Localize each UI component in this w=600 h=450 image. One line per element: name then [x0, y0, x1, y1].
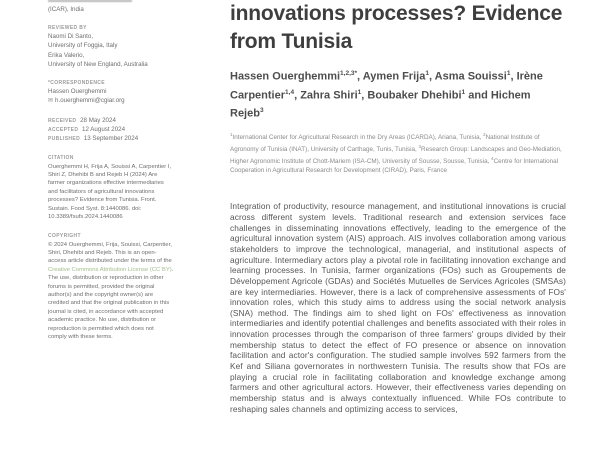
- copyright-label: COPYRIGHT: [48, 232, 81, 239]
- article-title: innovations processes? Evidence from Tunisia: [230, 2, 563, 53]
- received-date: 28 May 2024: [80, 116, 116, 124]
- affiliations: $^1$International Center for Agricultural Research in the Dry Areas (ICARDA), Ariana, Tunisia, $^2$National Institute of Agronomy of Tunisia (INAT), University of Carthage, Tunis, Tunisia, $^3$Research Group: Landscapes and Geo-Mediation, Higher Agronomic Institute of Chott-Mariem (ISA-CM), University of Sousse, Sousse, Tunisia, $^4$Centre for International Cooperation in Agricultural Research for Development (CIRAD), Paris, France: [230, 131, 562, 175]
- correspondence-email-link[interactable]: h.ouerghemmi@cgiar.org: [55, 97, 125, 105]
- correspondence-name: Hassen Ouerghemmi: [48, 88, 107, 96]
- copyright-text-post: . The use, distribution or reproduction in other forums is permitted, provided the original author(s) and the copyright owner(s) are credited and that the original publication in this journal is cited, in accordance with accepted academic practice. No use, distribution or reproduction is permitted which does not comply with these terms.: [48, 266, 174, 340]
- dates-block: [48, 116, 174, 144]
- citation-label: CITATION: [48, 154, 74, 161]
- received-label: RECEIVED: [48, 117, 77, 124]
- correspondence-block: [48, 79, 174, 106]
- reviewed-by-label: REVIEWED BY: [48, 25, 87, 31]
- article-column: [230, 0, 566, 414]
- published-date: 13 September 2024: [83, 135, 139, 143]
- author-list: Hassen Ouerghemmi$^{1,2,3*}$, Aymen Frija$^1$, Asma Souissi$^1$, Irène Carpentier$^{1,4}$, Zahra Shiri$^1$, Boubaker Dhehibi$^1$ and Hichem Rejeb$^3$: [230, 70, 543, 120]
- copyright-text: [48, 241, 174, 342]
- correspondence-label: *CORRESPONDENCE: [48, 80, 105, 87]
- copyright-text-pre: © 2024 Ouerghemmi, Frija, Souissi, Carpentier, Shiri, Dhehibi and Rejeb. This is an open-access article distributed under the terms of the: [48, 241, 172, 265]
- reviewer-line: University of Foggia, Italy: [48, 42, 118, 50]
- abstract-text: Integration of productivity, resource management, and institutional innovations is crucial across different system levels. Traditional research and extension services face challenges in disseminating innovations effectively, leading to the emergence of the agricultural innovation system (AIS) approach. AIS involves collaboration among various stakeholders to improve the technological, managerial, and institutional aspects of agriculture. Intermediary actors play a pivotal role in facilitating innovation exchange and learning processes. In Tunisia, farmer organizations (FOs) such as Groupements de Développement Agricole (GDAs) and Sociétés Mutuelles de Services Agricoles (SMSAs) are key intermediaries. However, there is a lack of comprehensive assessments of FOs' innovation roles, which this study aims to address using the social network analysis (SNA) method. The findings aim to shed light on FOs' effectiveness as innovation intermediaries and identify potential challenges and benefits associated with their roles in innovation processes through the comparison of three farmers' groups divided by their membership status to detect the effect of FO presence or absence on innovation facilitation and actor's configuration. The studied sample involves 592 farmers from the Kef and Siliana governorates in northwestern Tunisia. The results show that FOs are playing a crucial role in facilitating collaboration and knowledge exchange among farmers and other agricultural actors. However, their effectiveness varies depending on membership status and is always contextually influenced. While FOs contribute to reshaping sales channels and optimizing access to services,: [230, 201, 566, 414]
- metadata-column: [48, 0, 174, 341]
- cc-by-license-link[interactable]: Creative Commons Attribution License (CC BY): [48, 266, 172, 273]
- edited-by-affiliation-tail: (ICAR), India: [48, 6, 84, 13]
- citation-text: Ouerghemmi H, Frija A, Souissi A, Carpentier I, Shiri Z, Dhehibi B and Rejeb H (2024) Are farmer organizations effective intermediaries and facilitators of agricultural innovations processes? Evidence from Tunisia. Front. Sustain. Food Syst. 8:1440086. doi: 10.3389/fsufs.2024.1440086: [48, 163, 172, 221]
- published-line: [48, 134, 174, 143]
- accepted-date: 12 August 2024: [82, 126, 126, 134]
- accepted-label: ACCEPTED: [48, 127, 79, 134]
- envelope-icon: ✉: [48, 97, 54, 104]
- published-label: PUBLISHED: [48, 136, 81, 143]
- reviewer-line: University of New England, Australia: [48, 60, 148, 68]
- reviewed-by-block: [48, 24, 174, 69]
- citation-block: [48, 154, 174, 222]
- copyright-block: [48, 232, 174, 342]
- reviewer-line: Erika Valerio,: [48, 51, 85, 59]
- received-line: [48, 116, 174, 125]
- accepted-line: [48, 125, 174, 134]
- clipped-text-remnant: [48, 0, 132, 2]
- reviewer-list: [48, 32, 174, 69]
- reviewer-line: Naomi Di Santo,: [48, 33, 94, 40]
